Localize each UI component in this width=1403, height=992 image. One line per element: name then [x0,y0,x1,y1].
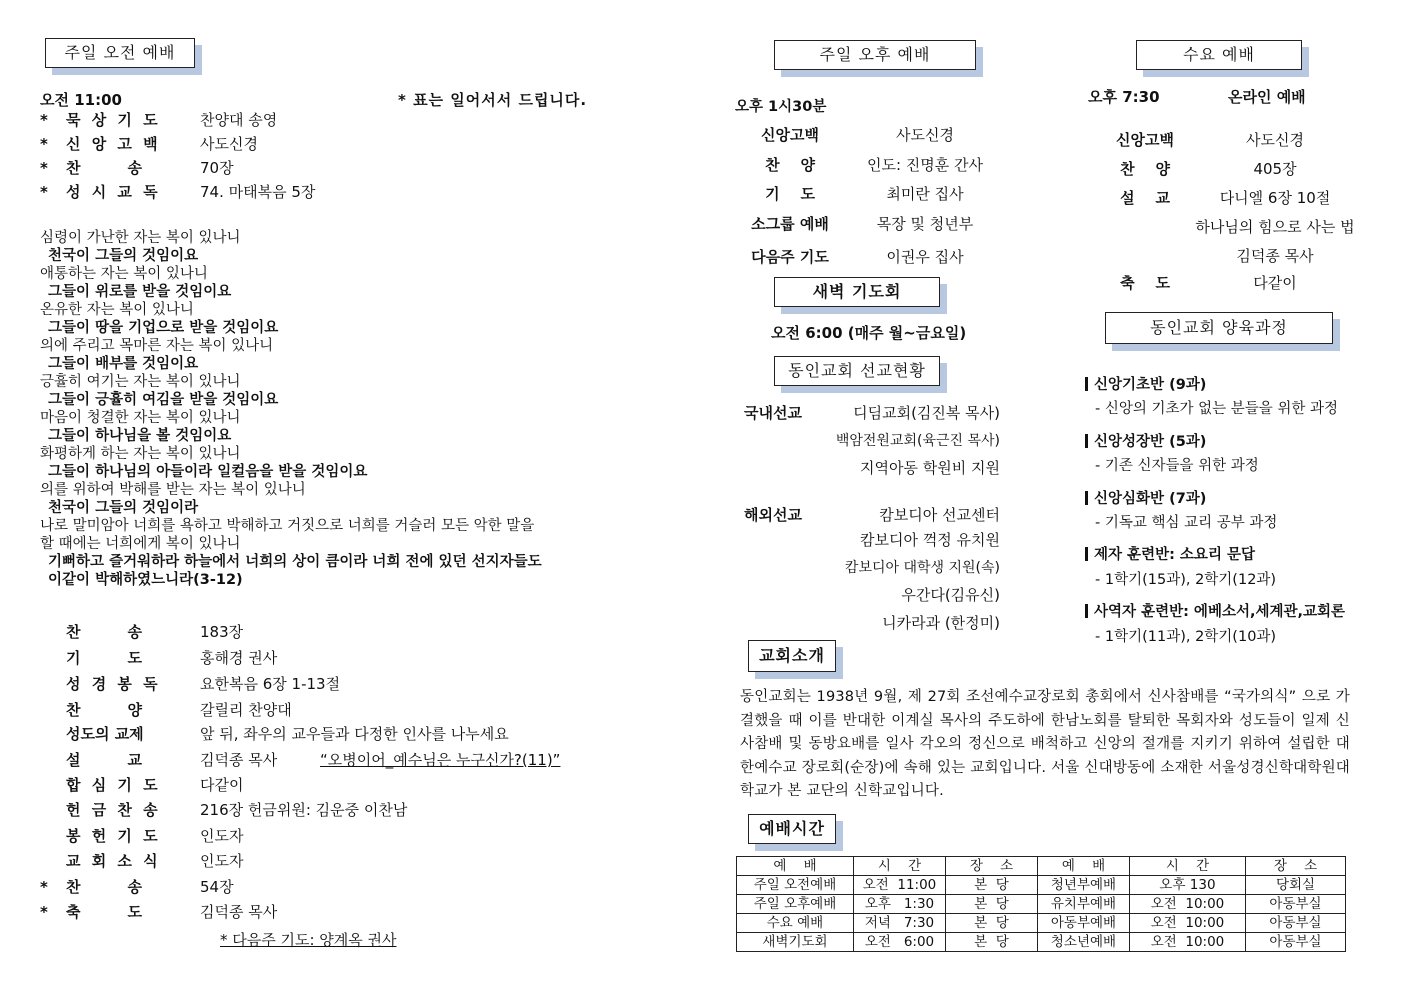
table-row [737,914,1346,933]
schedule-cell: 청년부예배 [1038,876,1130,895]
order-row [40,132,640,156]
reading-line: 의에 주리고 목마른 자는 복이 있나니 [40,338,274,354]
order-value: 최미란 집사 [886,185,964,203]
morning-title: 주일 오전 예배 [64,43,176,62]
afternoon-time: 오후 1시30분 [735,99,827,115]
order-row [40,108,640,132]
order-value: 인도자 [200,852,244,870]
schedule-cell: 본 당 [946,876,1038,895]
schedule-title: 예배시간 [759,819,825,838]
reading-line: 의를 위하여 박해를 받는 자는 복이 있나니 [40,482,306,498]
order-label: 기 도 [765,185,815,203]
reading-line: 그들이 긍휼히 여김을 받을 것임이요 [48,392,279,408]
intro-title: 교회소개 [759,646,825,665]
order-row [40,156,640,180]
dawn-title: 새벽 기도회 [812,282,902,301]
dawn-time: 오전 6:00 (매주 월~금요일) [771,324,967,342]
morning-title-box [45,38,195,68]
schedule-cell: 본 당 [946,933,1038,952]
order-label: 신앙고백 [1116,131,1174,149]
education-title-box [1105,312,1333,344]
reading-line: 그들이 하나님을 볼 것임이요 [48,428,232,444]
mission-item: 우간다(김유신) [901,586,1000,604]
reading-line: 기뻐하고 즐거워하라 하늘에서 너희의 상이 큼이라 너희 전에 있던 선지자들도 [48,554,542,570]
schedule-cell: 본 당 [946,895,1038,914]
order-label: 소그룹 예배 [751,215,829,233]
order-value: 인도자 [200,827,244,845]
order-label: 찬 양 [765,156,815,174]
mission-item: 백암전원교회(육근진 목사) [835,433,1000,449]
schedule-cell: 저녁 7:30 [854,914,946,933]
stand-mark: * [40,135,48,153]
order-row [40,900,680,924]
schedule-header: 장 소 [1246,857,1346,876]
reading-line: 그들이 위로를 받을 것임이요 [48,284,232,300]
course-desc: - 1학기(15과), 2학기(12과) [1095,572,1277,588]
mission-item: 캄보디아 대학생 지원(속) [844,560,1000,576]
order-row [40,698,680,722]
order-row [40,849,680,873]
order-row [40,646,680,670]
order-label: 찬 송 [66,878,142,896]
reading-line: 긍휼히 여기는 자는 복이 있나니 [40,374,241,390]
standing-note: * 표는 일어서서 드립니다. [398,91,588,109]
order-value: 김덕종 목사 [200,751,278,769]
reading-line: 심령이 가난한 자는 복이 있나니 [40,230,241,246]
order-value: 70장 [200,159,234,177]
schedule-cell: 오후 1:30 [854,895,946,914]
order-row [40,773,680,797]
order-label: 기 도 [66,649,142,667]
mission-item: 캄보디아 꺽정 유치원 [860,531,1000,549]
schedule-header: 시 간 [854,857,946,876]
reading-line: 천국이 그들의 것임이요 [48,248,199,264]
order-value: 사도신경 [896,126,954,144]
wednesday-sermon-title: 하나님의 힘으로 사는 법 [1195,218,1355,236]
reading-line: 그들이 하나님의 아들이라 일컬음을 받을 것임이요 [48,464,368,480]
mission-item: 캄보디아 선교센터 [879,506,1000,524]
schedule-cell: 오전 6:00 [854,933,946,952]
order-label: 설 교 [1120,189,1170,207]
order-value: 216장 헌금위원: 김운중 이찬남 [200,801,408,819]
course-name: 사역자 훈련반: 에베소서,세계관,교회론 [1085,600,1345,621]
mission-title: 동인교회 선교현황 [788,361,926,380]
order-label: 축 도 [66,903,142,921]
order-value: 54장 [200,878,234,896]
reading-line: 이같이 박해하였느니라(3-12) [48,572,243,588]
reading-line: 나로 말미암아 너희를 욕하고 박해하고 거짓으로 너희를 거슬러 모든 악한 말을 [40,518,535,534]
schedule-cell: 오후 130 [1130,876,1246,895]
schedule-cell: 아동부실 [1246,914,1346,933]
order-label: 찬 양 [66,701,142,719]
order-label: 성 경 봉 독 [66,675,161,693]
education-title: 동인교회 양육과정 [1150,318,1288,337]
schedule-cell: 본 당 [946,914,1038,933]
sermon-title: “오병이어_예수님은 누구신가?(11)” [320,751,561,769]
order-label: 헌 금 찬 송 [66,801,161,819]
schedule-cell: 오전 10:00 [1130,933,1246,952]
schedule-cell: 청소년예배 [1038,933,1130,952]
reading-line: 그들이 땅을 기업으로 받을 것임이요 [48,320,279,336]
order-value: 74. 마태복음 5장 [200,183,316,201]
schedule-cell: 오전 11:00 [854,876,946,895]
reading-line: 화평하게 하는 자는 복이 있나니 [40,446,241,462]
order-label: 묵 상 기 도 [66,111,161,129]
wednesday-preacher: 김덕종 목사 [1236,247,1314,265]
order-value: 다같이 [200,776,244,794]
order-value: 인도: 진명훈 간사 [866,156,984,174]
order-label: 신앙고백 [761,126,819,144]
wednesday-mode: 온라인 예배 [1228,88,1306,106]
reading-line: 마음이 청결한 자는 복이 있나니 [40,410,241,426]
mission-item: 디딤교회(김진복 목사) [853,404,1000,422]
overseas-mission-label: 해외선교 [744,506,802,524]
schedule-cell: 유치부예배 [1038,895,1130,914]
stand-mark: * [40,159,48,177]
order-label: 봉 헌 기 도 [66,827,161,845]
schedule-header: 시 간 [1130,857,1246,876]
schedule-cell: 아동부실 [1246,895,1346,914]
order-value: 사도신경 [1246,131,1304,149]
dawn-title-box [774,277,940,307]
schedule-cell: 당회실 [1246,876,1346,895]
order-value: 이권우 집사 [886,248,964,266]
order-row [40,824,680,848]
table-row [737,895,1346,914]
order-value: 요한복음 6장 1-13절 [200,675,341,693]
reading-line: 그들이 배부를 것임이요 [48,356,199,372]
order-value: 김덕종 목사 [200,903,278,921]
stand-mark: * [40,183,48,201]
stand-mark: * [40,111,48,129]
schedule-header: 예 배 [737,857,854,876]
order-value: 앞 뒤, 좌우의 교우들과 다정한 인사를 나누세요 [200,725,509,743]
order-value: 405장 [1253,160,1297,178]
schedule-cell: 아동부실 [1246,933,1346,952]
course-name: 제자 훈련반: 소요리 문답 [1085,543,1255,564]
schedule-header: 장 소 [946,857,1038,876]
order-value: 183장 [200,623,244,641]
order-row [40,180,640,204]
order-label: 합 심 기 도 [66,776,161,794]
course-desc: - 기독교 핵심 교리 공부 과정 [1095,515,1278,531]
stand-mark: * [40,878,48,896]
order-row [40,722,680,746]
table-row [737,876,1346,895]
order-value: 사도신경 [200,135,258,153]
responsive-reading [40,229,542,589]
order-row [40,748,680,772]
reading-line: 온유한 자는 복이 있나니 [40,302,194,318]
order-label: 성 시 교 독 [66,183,161,201]
schedule-cell: 주일 오전예배 [737,876,854,895]
schedule-cell: 오전 10:00 [1130,895,1246,914]
order-value: 찬양대 송영 [200,111,278,129]
intro-title-box [748,640,836,672]
schedule-cell: 주일 오후예배 [737,895,854,914]
order-label: 신 앙 고 백 [66,135,161,153]
domestic-mission-label: 국내선교 [744,404,802,422]
order-row [40,620,680,644]
order-value: 다니엘 6장 10절 [1219,189,1331,207]
schedule-cell: 수요 예배 [737,914,854,933]
order-row [40,798,680,822]
order-value: 홍해경 권사 [200,649,278,667]
course-desc: - 기존 신자들을 위한 과정 [1095,458,1259,474]
course-desc: - 1학기(11과), 2학기(10과) [1095,629,1277,645]
reading-line: 천국이 그들의 것임이라 [48,500,199,516]
order-label: 찬 양 [1120,160,1170,178]
order-row [40,672,680,696]
order-label: 찬 송 [66,623,142,641]
schedule-cell: 오전 10:00 [1130,914,1246,933]
reading-line: 할 때에는 너희에게 복이 있나니 [40,536,241,552]
wednesday-bless-value: 다같이 [1253,274,1297,292]
course-name: 신앙기초반 (9과) [1085,373,1206,394]
schedule-title-box [748,814,836,844]
mission-item: 니카라과 (한정미) [882,614,1000,632]
mission-title-box [774,356,940,386]
order-label: 다음주 기도 [751,248,829,266]
schedule-cell: 아동부예배 [1038,914,1130,933]
schedule-table [736,856,1346,952]
schedule-header: 예 배 [1038,857,1130,876]
order-value: 갈릴리 찬양대 [200,701,292,719]
afternoon-title-box [774,40,976,70]
wednesday-bless-label: 축 도 [1120,274,1170,292]
order-row [40,875,680,899]
morning-time: 오전 11:00 [40,91,122,109]
wednesday-time: 오후 7:30 [1088,88,1160,106]
next-prayer-note: * 다음주 기도: 양계옥 권사 [220,931,397,949]
schedule-header-row [737,857,1346,876]
schedule-cell: 새벽기도회 [737,933,854,952]
course-name: 신앙심화반 (7과) [1085,487,1206,508]
stand-mark: * [40,903,48,921]
table-row [737,933,1346,952]
wednesday-title: 수요 예배 [1183,45,1255,64]
order-label: 설 교 [66,751,142,769]
order-label: 성도의 교제 [66,725,144,743]
intro-paragraph: 동인교회는 1938년 9월, 제 27회 조선예수교장로회 총회에서 신사참배를 “국가의식” 으로 가결했을 때 이를 반대한 이계실 목사의 주도하에 한남노회를 탈퇴한 목회자와 성도들이 일제 신사참배 및 동방요배를 일사 각오의 정신으로 배척하고 신앙의 절개를 지키기 위하여 설립한 대한예수교 장로회(순장)에 속해 있는 교회입니다. 서울 신대방동에 소재한 서울성경신학대학원대학교가 본 교단의 신학교입니다. [740,689,1350,799]
mission-item: 지역아동 학원비 지원 [860,459,1000,477]
course-name: 신앙성장반 (5과) [1085,430,1206,451]
order-value: 목장 및 청년부 [876,215,974,233]
afternoon-title: 주일 오후 예배 [819,45,931,64]
order-label: 교 회 소 식 [66,852,161,870]
reading-line: 애통하는 자는 복이 있나니 [40,266,208,282]
order-label: 찬 송 [66,159,142,177]
wednesday-title-box [1136,40,1302,70]
course-desc: - 신앙의 기초가 없는 분들을 위한 과정 [1095,401,1338,417]
